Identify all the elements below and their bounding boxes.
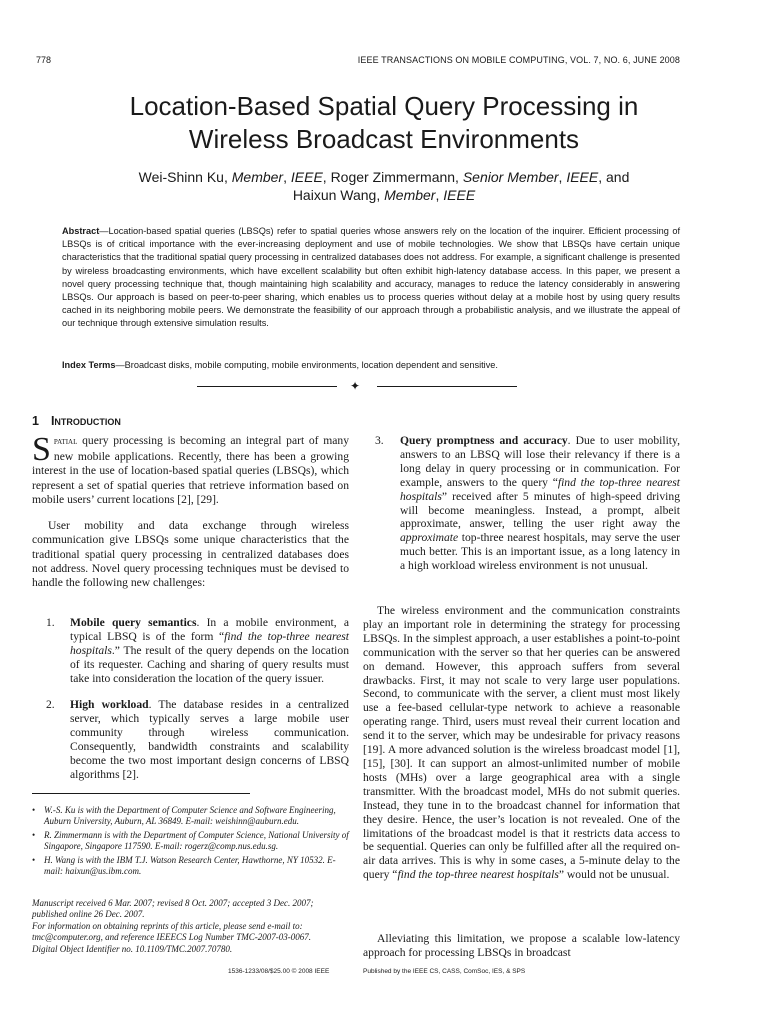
body-paragraph-alleviating: Alleviating this limitation, we propose a scalable low-latency approach for processing LBSQs in broadcast [363,932,680,959]
copyright-footer: 1536-1233/08/$25.00 © 2008 IEEE [228,968,330,975]
index-terms-text: —Broadcast disks, mobile computing, mobile environments, location dependent and sensitive. [115,360,498,370]
page-number: 778 [36,55,52,65]
abstract-text: —Location-based spatial queries (LBSQs) refer to spatial queries whose answers rely on the location of the inquirer. Efficient processing of LBSQs is of critical importance with the ever-increasing deployment and use of mobile technologies. We show that LBSQs have certain unique characteristics that the traditional spatial query processing in centralized databases does not address. For example, a significant challenge is presented by wireless broadcasting environments, which have excellent scalability but often exhibit high-latency database access. In this paper, we present a novel query processing technique that, though maintaining high scalability and accuracy, manages to reduce the latency considerably in answering LBSQs. Our approach is based on peer-to-peer sharing, which enables us to process queries without delay at a mobile host by using query results cached in its neighboring mobile peers. We demonstrate the feasibility of our approach through a probabilistic analysis, and we illustrate the appeal of our technique through extensive simulation results. [62,226,680,329]
drop-cap: S [32,431,51,468]
author-list [0,168,768,204]
list-item-heading: High workload [70,698,149,711]
title-line-1: Location-Based Spatial Query Processing in [129,91,639,121]
separator-line-left [197,386,337,387]
list-item: 1. Mobile query semantics. In a mobile environment, a typical LBSQ is of the form “find the top-three nearest hospitals.” The result of the query depends on the location of its requester. Caching and sharing of query results must take into consideration the location of the query issuer. [46,616,349,685]
intro-paragraph-1-text: query processing is becoming an integral part of many new mobile applications. Recently, there has been a growing interest in the use of location-based spatial queries (LBSQs), which represent a set of spatial queries that retrieve information based on mobile users’ current locations [2], [29]. [32,434,349,507]
intro-paragraph-1 [32,431,349,508]
separator-line-right [377,386,517,387]
paper-title [0,90,768,156]
footnote-item: • H. Wang is with the IBM T.J. Watson Research Center, Hawthorne, NY 10532. E-mail: haixun@us.ibm.com. [32,854,336,877]
bullet-icon: • [32,854,36,865]
footnote-item: • R. Zimmermann is with the Department of Computer Science, National University of Singapore, Singapore 117590. E-mail: rogerz@comp.nus.edu.sg. [32,829,349,852]
intro-paragraph-2: User mobility and data exchange through wireless communication give LBSQs some unique characteristics that the traditional spatial query processing in centralized databases does not address. Novel query processing techniques must be devised to handle the following new challenges: [32,519,349,590]
list-item: 2. High workload. The database resides in a centralized server, which typically serves a large mobile user community through wireless communication. Consequently, bandwidth constraints and scalability become the two most important design concerns of LBSQ algorithms [2]. [46,698,349,781]
abstract-label: Abstract [62,226,100,236]
list-item: Query promptness and accuracy. Due to user mobility, answers to an LBSQ will lose their relevancy if there is a long delay in query processing or in communication. For example, answers to the query “find the top-three nearest hospitals” received after 5 minutes of high-speed driving will become meaningless. Instead, a prompt, albeit approximate, answer, telling the user right away the approximate top-three nearest hospitals, may serve the user much better. This is an important issue, as a long latency in a high workload wireless environment is not unusual. [400,434,680,573]
list-item-heading: Mobile query semantics [70,616,197,629]
challenge-list-item-3 [375,434,680,573]
list-item-number: 2. [46,698,55,711]
footnote-item: • W.-S. Ku is with the Department of Computer Science and Software Engineering, Auburn University, Auburn, AL 36849. E-mail: weishinn@auburn.edu. [32,805,336,827]
list-item-heading: Query promptness and accuracy [400,434,568,447]
section-number: 1 [32,414,39,428]
separator-star-icon: ✦ [350,379,361,393]
section-title: Introduction [50,414,121,428]
index-terms [62,359,680,372]
bullet-icon: • [32,805,36,815]
author-footnotes [32,805,349,879]
author-line-1: Wei-Shinn Ku, Member, IEEE, Roger Zimmermann, Senior Member, IEEE, and [138,169,630,185]
bullet-icon: • [32,829,36,840]
intro-smallcaps: patial [53,437,78,447]
footnote-rule [32,793,250,794]
body-paragraph-wireless: The wireless environment and the communication constraints play an important role in determining the strategy for processing LBSQs. In the simplest approach, a user establishes a point-to-point communication with the server so that her queries can be answered on demand. However, this approach suffers from several drawbacks. First, it may not scale to very large user populations. Second, to communicate with the server, a client must most likely use a fee-based cellular-type network to achieve a reasonable operating range. Third, users must reveal their current location and send it to the server, which may be undesirable for privacy reasons [19]. A more advanced solution is the wireless broadcast model [1], [15], [30]. It can support an almost-unlimited number of mobile hosts (MHs) over a large geographical area with a single transmitter. With the broadcast model, MHs do not submit queries. Instead, they tune in to the broadcast channel for information that they desire. Hence, the user’s location is not revealed. One of the limitations of the broadcast model is that it restricts data access to be sequential. Queries can only be fulfilled after all the required on-air data arrives. This is why in some cases, a 5-minute delay to the query “find the top-three nearest hospitals” would not be unusual. [363,604,680,882]
journal-header: IEEE TRANSACTIONS ON MOBILE COMPUTING, VOL. 7, NO. 6, JUNE 2008 [357,55,680,65]
list-item-number: 3. [375,434,384,447]
author-line-2: Haixun Wang, Member, IEEE [292,187,476,203]
section-separator [197,379,517,393]
manuscript-info: Manuscript received 6 Mar. 2007; revised 8 Oct. 2007; accepted 3 Dec. 2007; published online 26 Dec. 2007. For information on obtaining reprints of this article, please send e-mail to: tmc@computer.org, and reference IEEECS Log Number TMC-2007-03-0067. Digital Object Identifier no. 10.1109/TMC.2007.70780. [32,898,314,954]
title-line-2: Wireless Broadcast Environments [188,124,580,154]
publisher-footer: Published by the IEEE CS, CASS, ComSoc, IES, & SPS [363,968,526,975]
section-heading-introduction [32,414,121,428]
running-header [36,55,680,67]
challenge-list-item-1 [32,616,349,686]
abstract [62,225,680,331]
list-item-number: 1. [46,616,55,629]
challenge-list-item-2 [32,698,349,781]
index-terms-label: Index Terms [62,360,116,370]
